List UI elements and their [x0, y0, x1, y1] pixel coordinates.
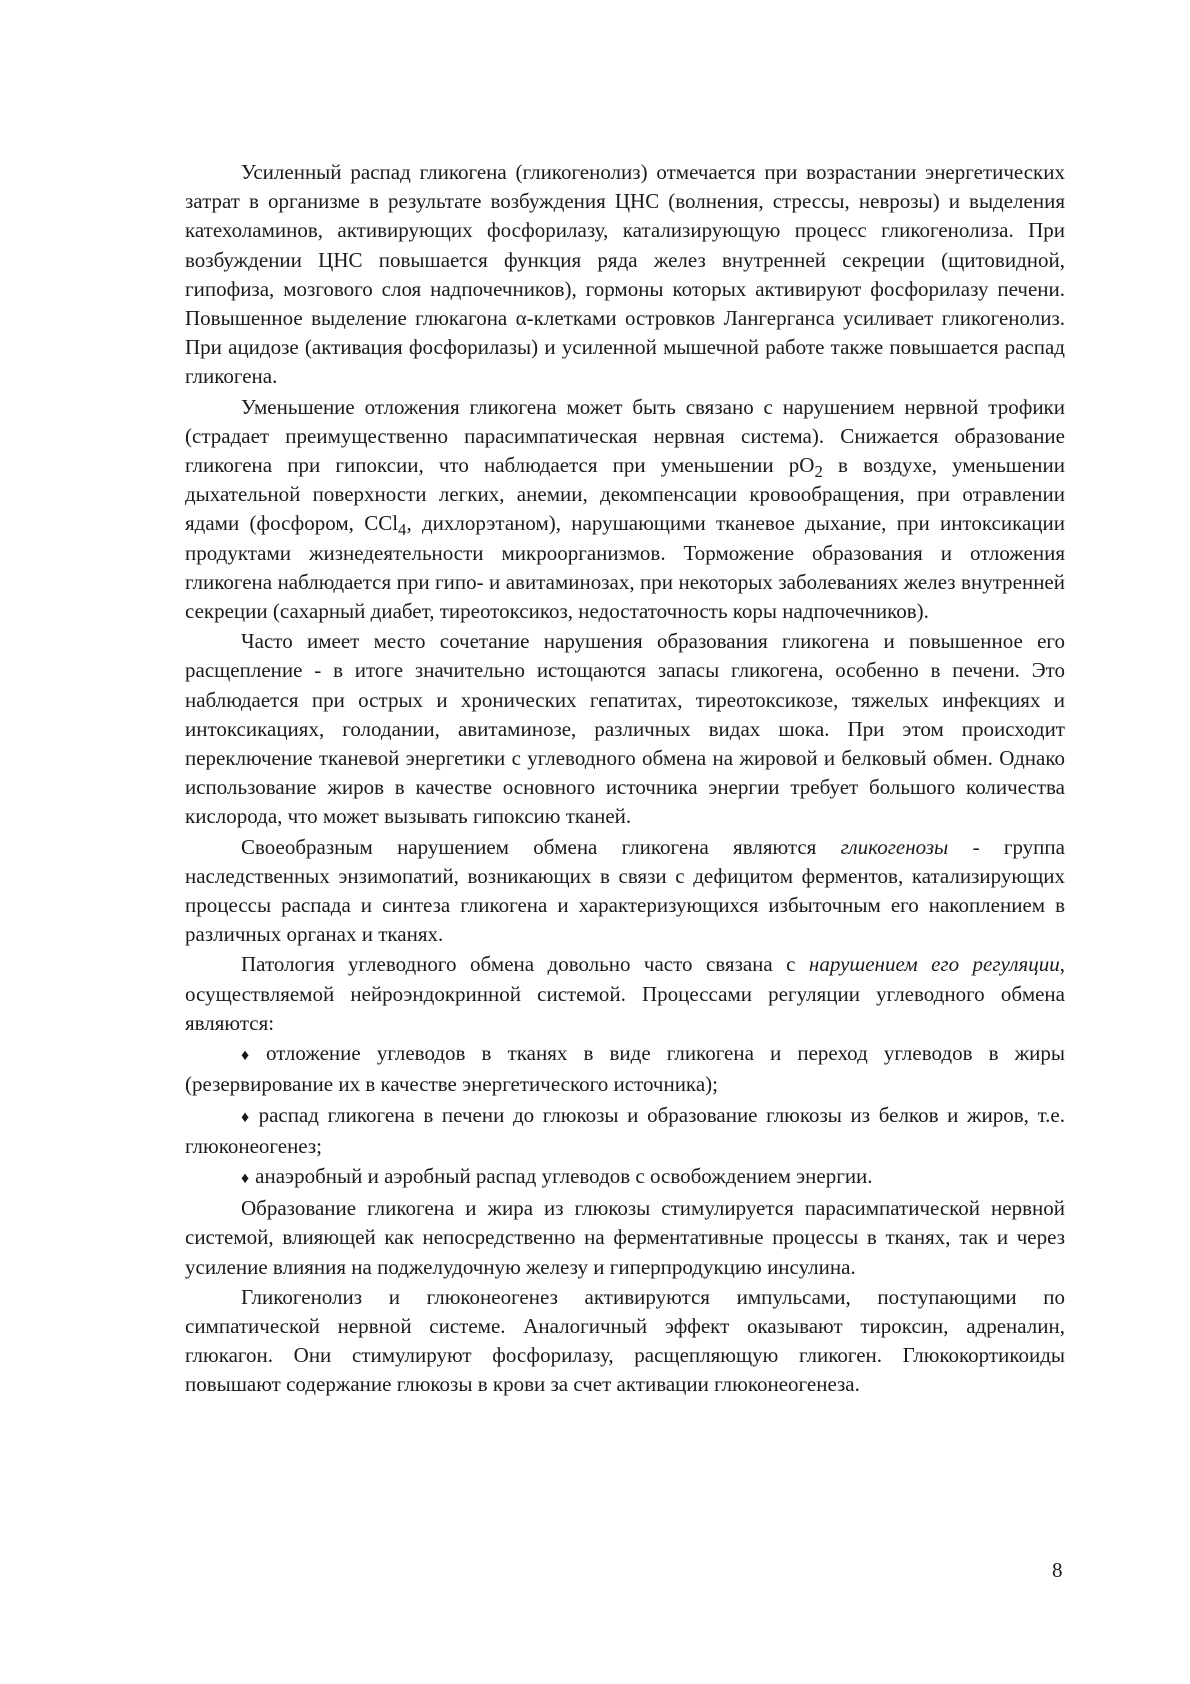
list-item-text: анаэробный и аэробный распад углеводов с освобождением энергии. — [255, 1163, 873, 1188]
paragraph-glycogen-depletion: Часто имеет место сочетание нарушения образования гликогена и повышенное его расщепление - в итоге значительно истощаются запасы гликогена, особенно в печени. Это наблюдается при острых и хронических гепатитах, тиреотоксикозе, тяжелых инфекциях и интоксикациях, голодании, авитаминозе, различных видах шока. При этом происходит переключение тканевой энергетики с углеводного обмена на жировой и белковый обмен. Однако использование жиров в качестве основного источника энергии требует большого количества кислорода, что может вызывать гипоксию тканей. — [185, 629, 1065, 829]
list-item-text: распад гликогена в печени до глюкозы и образование глюкозы из белков и жиров, т.е. глюконеогенез; — [185, 1102, 1065, 1158]
paragraph-sympathetic: Гликогенолиз и глюконеогенез активируются импульсами, поступающими по симпатической нервной системе. Аналогичный эффект оказывают тироксин, адреналин, глюкагон. Они стимулируют фосфорилазу, расщепляющую гликоген. Глюкокортикоиды повышают содержание глюкозы в крови за счет активации глюконеогенеза. — [185, 1284, 1065, 1397]
paragraph-parasympathetic: Образование гликогена и жира из глюкозы стимулируется парасимпатической нервной системой, влияющей как непосредственно на ферментативные процессы в тканях, так и через усиление влияния на поджелудочную железу и гиперпродукцию инсулина. — [185, 1196, 1065, 1279]
paragraph-text: , дихлорэтаном), нарушающими тканевое дыхание, при интоксикации продуктами жизнедеятельности микроорганизмов. Торможение образования и отложения гликогена наблюдается при гипо- и авитаминозах, при некоторых заболеваниях желез внутренней секреции (сахарный диабет, тиреотоксикоз, недостаточность коры надпочечников). — [185, 511, 1065, 624]
paragraph-text: в воздухе, уменьшении дыхательной поверхности легких, анемии, декомпенсации кровообращения, при отравлении ядами (фосфором, CCl — [185, 453, 1065, 536]
paragraph-text: - группа наследственных энзимопатий, возникающих в связи с дефицитом ферментов, катализирующих процессы распада и синтеза гликогена и характеризующихся избыточным его накоплением в различных органах и тканях. — [185, 834, 1065, 947]
paragraph-text: Своеобразным нарушением обмена гликогена являются — [241, 834, 841, 859]
italic-term: гликогенозы — [840, 834, 949, 859]
diamond-bullet-icon: ♦ — [241, 1169, 250, 1187]
diamond-bullet-icon: ♦ — [241, 1108, 253, 1126]
paragraph-glycogen-deposition — [185, 393, 1065, 627]
page-body — [185, 158, 1065, 1401]
paragraph-text: Патология углеводного обмена довольно часто связана с — [241, 952, 809, 977]
list-item-text: отложение углеводов в тканях в виде гликогена и переход углеводов в жиры (резервирование их в качестве энергетического источника); — [185, 1041, 1065, 1097]
italic-term: нарушением его регуляции — [808, 952, 1060, 977]
paragraph-regulation — [185, 950, 1065, 1038]
diamond-bullet-icon: ♦ — [241, 1047, 261, 1065]
paragraph-text: Уменьшение отложения гликогена может быть связано с нарушением нервной трофики (страдает преимущественно парасимпатическая нервная система). Снижается образование гликогена при гипоксии, что наблюдается при уменьшении pO — [185, 394, 1065, 478]
list-item — [185, 1101, 1065, 1161]
list-item — [185, 1162, 1065, 1193]
paragraph-text: , осуществляемой нейроэндокринной системой. Процессами регуляции углеводного обмена являются: — [185, 952, 1065, 1035]
paragraph-glycogenolysis: Усиленный распад гликогена (гликогенолиз) отмечается при возрастании энергетических затрат в организме в результате возбуждения ЦНС (волнения, стрессы, неврозы) и выделения катехоламинов, активирующих фосфорилазу, катализирующую процесс гликогенолиза. При возбуждении ЦНС повышается функция ряда желез внутренней секреции (щитовидной, гипофиза, мозгового слоя надпочечников), гормоны которых активируют фосфорилазу печени. Повышенное выделение глюкагона α-клетками островков Лангерганса усиливает гликогенолиз. При ацидозе (активация фосфорилазы) и усиленной мышечной работе также повышается распад гликогена. — [185, 160, 1065, 389]
page-number: 8 — [1052, 1558, 1063, 1582]
paragraph-glycogenoses — [185, 833, 1065, 950]
list-item — [185, 1039, 1065, 1099]
subscript: 2 — [814, 462, 823, 482]
subscript: 4 — [398, 520, 407, 540]
